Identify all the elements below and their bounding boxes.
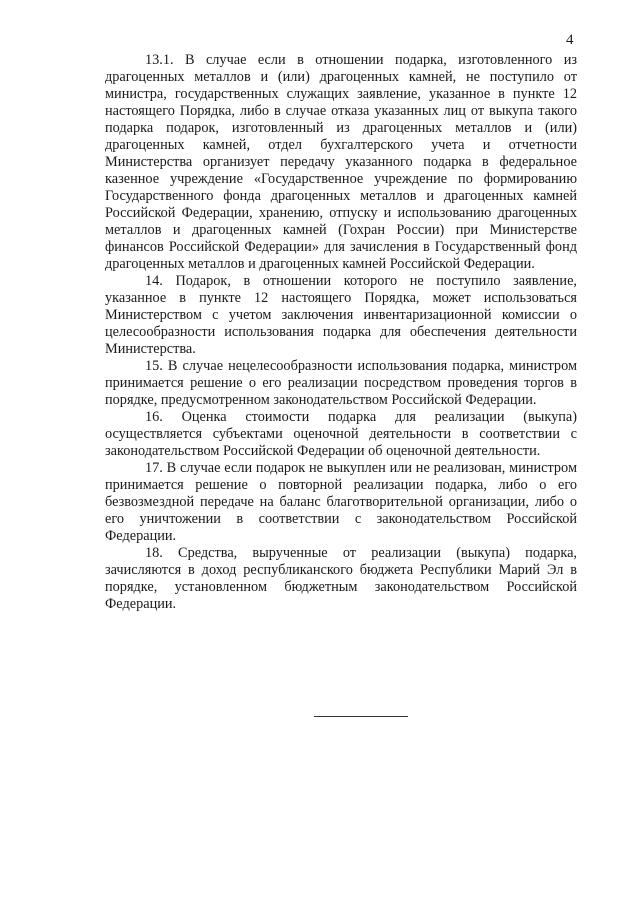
page-number: 4: [566, 32, 574, 48]
paragraph-14: 14. Подарок, в отношении которого не поступило заявление, указанное в пункте 12 настоящего Порядка, может использоваться Министерством с учетом заключения инвентаризационной комиссии о целесообразности использования подарка для обеспечения деятельности Министерства.: [105, 273, 577, 357]
paragraph-18: 18. Средства, вырученные от реализации (выкупа) подарка, зачисляются в доход республиканского бюджета Республики Марий Эл в порядке, установленном бюджетным законодательством Российской Федерации.: [105, 545, 577, 612]
paragraph-17: 17. В случае если подарок не выкуплен или не реализован, министром принимается решение о повторной реализации подарка, либо о его безвозмездной передаче на баланс благотворительной организации, либо о его уничтожении в соответствии с законодательством Российской Федерации.: [105, 460, 577, 544]
paragraph-15: 15. В случае нецелесообразности использования подарка, министром принимается решение о его реализации посредством проведения торгов в порядке, предусмотренном законодательством Российской Федерации.: [105, 358, 577, 408]
paragraph-13-1: 13.1. В случае если в отношении подарка, изготовленного из драгоценных металлов и (или) драгоценных камней, не поступило от министра, государственных служащих заявление, указанное в пункте 12 настоящего Порядка, либо в случае отказа указанных лиц от выкупа такого подарка подарок, изготовленный из драгоценных металлов и (или) драгоценных камней, отдел бухгалтерского учета и отчетности Министерства организует передачу указанного подарка в федеральное казенное учреждение «Государственное учреждение по формированию Государственного фонда драгоценных металлов и драгоценных камней Российской Федерации, хранению, отпуску и использованию драгоценных металлов и драгоценных камней (Гохран России) при Министерстве финансов Российской Федерации» для зачисления в Государственный фонд драгоценных металлов и драгоценных камней Российской Федерации.: [105, 52, 577, 272]
document-body: [105, 52, 577, 613]
paragraph-16: 16. Оценка стоимости подарка для реализации (выкупа) осуществляется субъектами оценочной деятельности в соответствии с законодательством Российской Федерации об оценочной деятельности.: [105, 409, 577, 459]
end-of-document-rule: [314, 716, 408, 717]
